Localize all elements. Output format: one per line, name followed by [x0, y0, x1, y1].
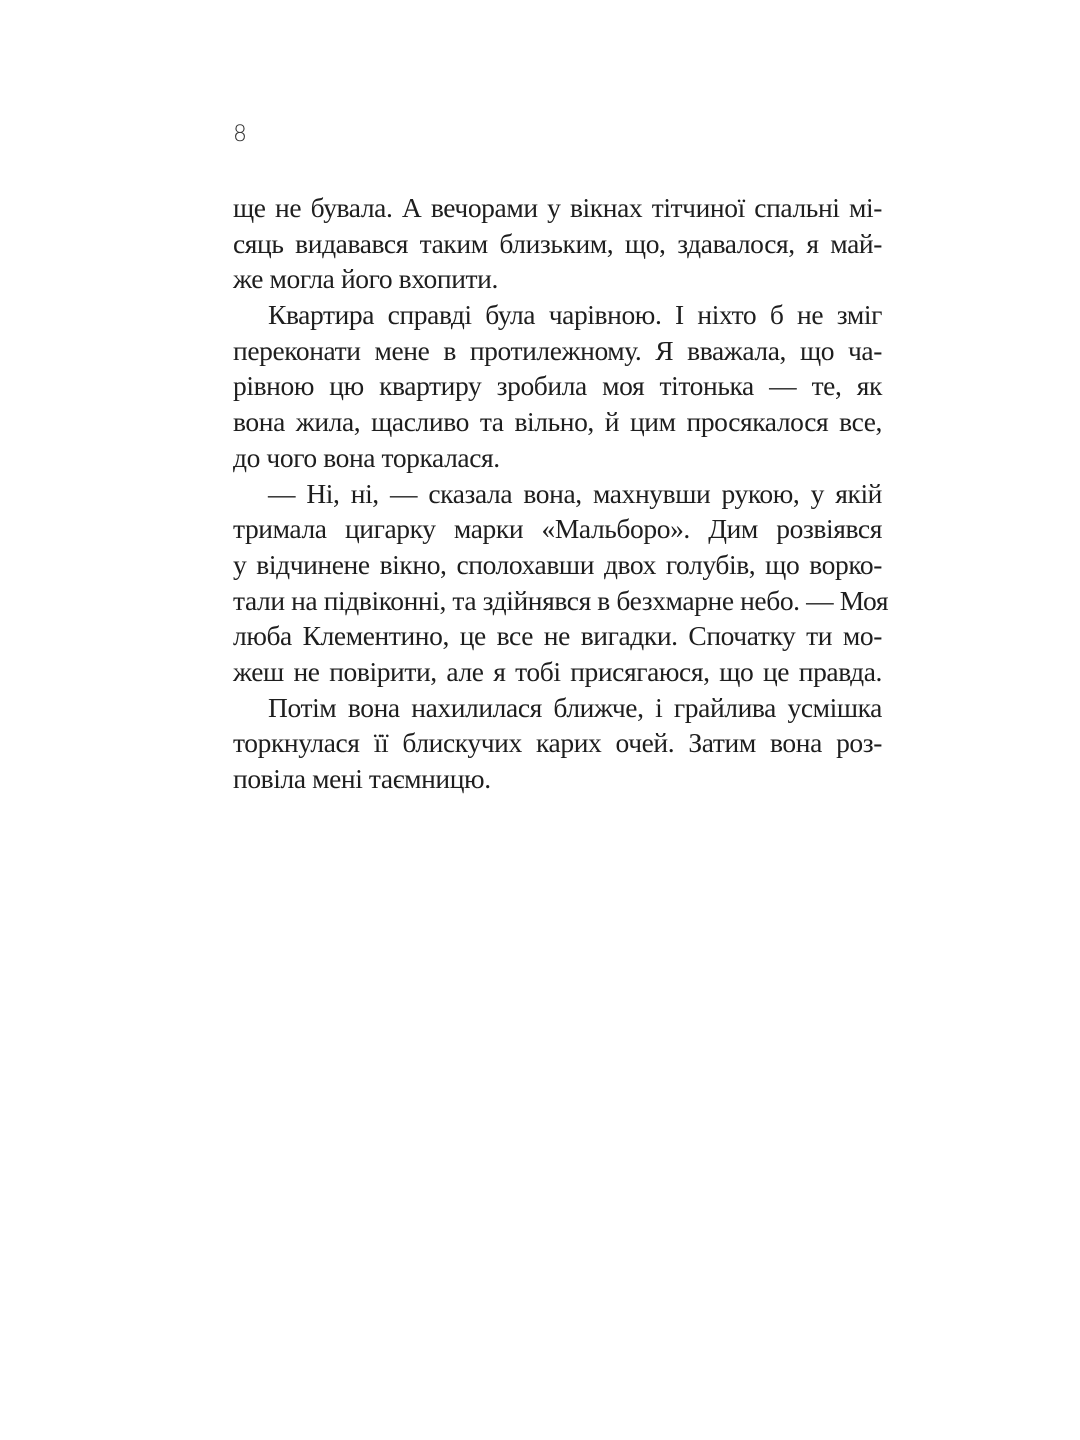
text-line: тримала цигарку марки «Мальборо». Дим розвіявся	[233, 513, 882, 545]
paragraph	[233, 190, 882, 297]
text-line: — Ні, ні, — сказала вона, махнувши рукою, у якій	[268, 477, 882, 509]
text-line: ще не бувала. А вечорами у вікнах тітчиної спальні мі-	[233, 192, 882, 223]
text-line: жеш не повірити, але я тобі присягаюся, що це правда.	[233, 655, 882, 687]
text-line: торкнулася її блискучих карих очей. Затим вона роз-	[233, 727, 882, 759]
paragraph	[233, 476, 889, 690]
text-line: переконати мене в протилежному. Я вважала, що ча-	[233, 334, 882, 366]
text-line: люба Клементино, це все не вигадки. Спочатку ти мо-	[233, 620, 882, 652]
paragraph	[233, 297, 882, 475]
text-line: вона жила, щасливо та вільно, й цим просякалося все,	[233, 406, 882, 438]
text-line: повіла мені таємницю.	[233, 763, 491, 794]
text-line: Квартира справді була чарівною. І ніхто б не зміг	[268, 299, 882, 331]
page-number: 8	[233, 122, 247, 147]
text-line: рівною цю квартиру зробила моя тітонька — те, як	[233, 370, 882, 402]
paragraph	[233, 690, 882, 797]
text-line: же могла його вхопити.	[233, 263, 498, 295]
text-line: Потім вона нахилилася ближче, і грайлива усмішка	[268, 691, 882, 723]
text-line: у відчинене вікно, сполохавши двох голубів, що ворко-	[233, 548, 882, 580]
text-line: до чого вона торкалася.	[233, 441, 500, 473]
text-line: тали на підвіконні, та здійнявся в безхмарне небо. — Моя	[233, 584, 889, 616]
text-line: сяць видавався таким близьким, що, здавалося, я май-	[233, 227, 882, 259]
body-text	[233, 190, 889, 797]
